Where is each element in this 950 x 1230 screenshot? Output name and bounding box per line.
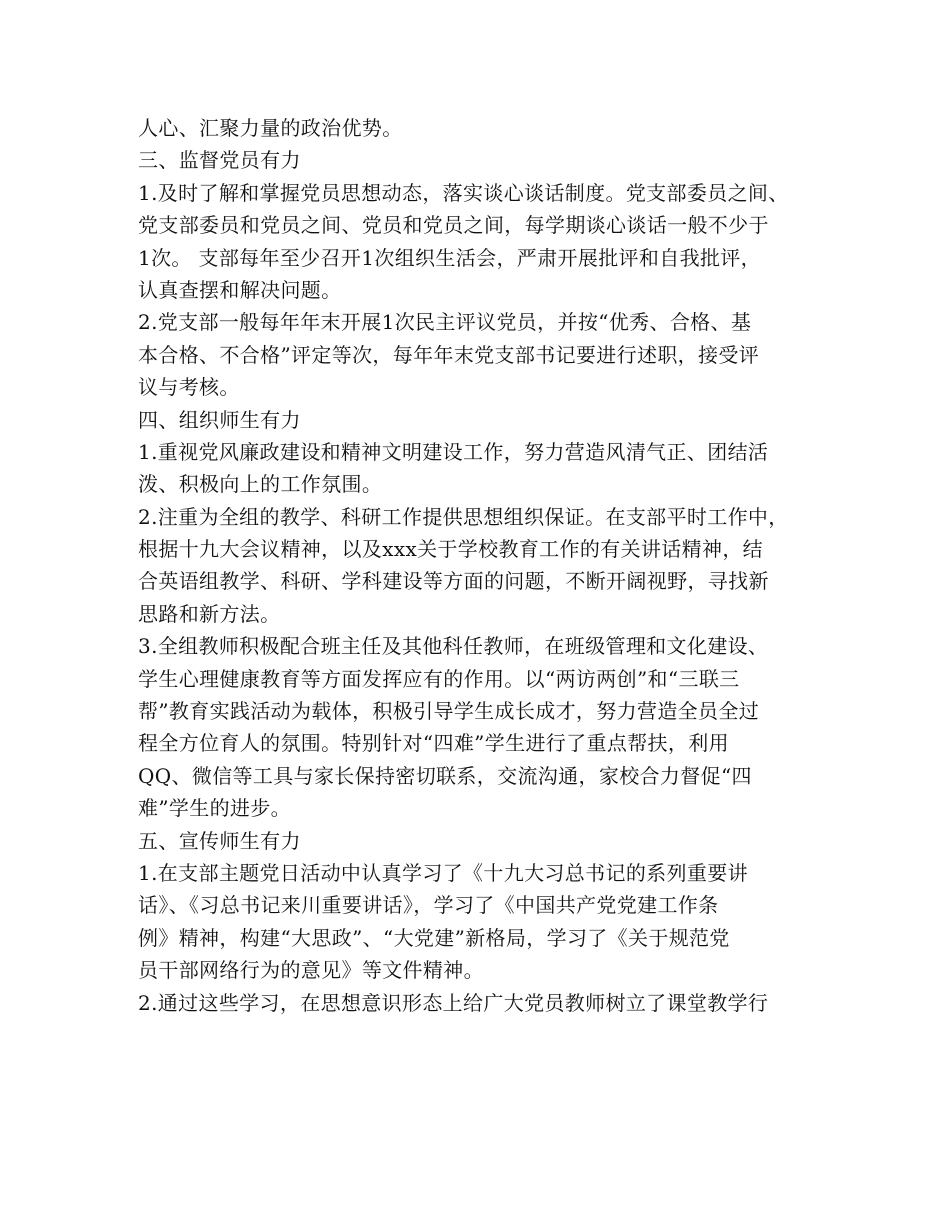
- text-line: 1.重视党风廉政建设和精神文明建设工作，努力营造风清气正、团结活: [138, 439, 769, 464]
- section-heading: 三、监督党员有力: [138, 148, 301, 173]
- text-line: 2.注重为全组的教学、科研工作提供思想组织保证。在支部平时工作中，: [138, 504, 789, 529]
- text-line: 3.全组教师积极配合班主任及其他科任教师，在班级管理和文化建设、: [138, 634, 769, 659]
- text-line: 议与考核。: [138, 375, 240, 400]
- text-line: QQ、微信等工具与家长保持密切联系，交流沟通，家校合力督促“四: [138, 763, 752, 788]
- text-line: 党支部委员和党员之间、党员和党员之间，每学期谈心谈话一般不少于: [138, 213, 769, 238]
- text-line: 程全方位育人的氛围。特别针对“四难”学生进行了重点帮扶，利用: [138, 731, 729, 756]
- text-line: 话》、《习总书记来川重要讲话》，学习了《中国共产党党建工作条: [138, 893, 719, 918]
- text-line: 1.及时了解和掌握党员思想动态，落实谈心谈话制度。党支部委员之间、: [138, 180, 789, 205]
- text-line: 泼、积极向上的工作氛围。: [138, 472, 383, 497]
- text-line: 合英语组教学、科研、学科建设等方面的问题，不断开阔视野，寻找新: [138, 569, 769, 594]
- text-line: 根据十九大会议精神，以及xxx关于学校教育工作的有关讲话精神，结: [138, 537, 764, 562]
- text-line: 思路和新方法。: [138, 601, 281, 626]
- text-line: 1.在支部主题党日活动中认真学习了《十九大习总书记的系列重要讲: [138, 860, 748, 885]
- text-line: 员干部网络行为的意见》等文件精神。: [138, 958, 484, 983]
- text-line: 2.通过这些学习，在思想意识形态上给广大党员教师树立了课堂教学行: [138, 990, 769, 1015]
- section-heading: 四、组织师生有力: [138, 407, 301, 432]
- text-line: 1次。 支部每年至少召开1次组织生活会，严肃开展批评和自我批评，: [138, 245, 762, 270]
- text-line: 2.党支部一般每年年末开展1次民主评议党员，并按“优秀、合格、基: [138, 310, 752, 335]
- text-line: 人心、汇聚力量的政治优势。: [138, 116, 403, 140]
- text-line: 学生心理健康教育等方面发挥应有的作用。以“两访两创”和“三联三: [138, 666, 740, 691]
- text-line: 例》精神，构建“大思政”、“大党建”新格局，学习了《关于规范党: [138, 925, 730, 950]
- text-line: 认真查摆和解决问题。: [138, 277, 342, 302]
- text-line: 帮”教育实践活动为载体，积极引导学生成长成才，努力营造全员全过: [138, 699, 760, 724]
- text-line: 难”学生的进步。: [138, 796, 292, 821]
- text-line: 本合格、不合格”评定等次，每年年末党支部书记要进行述职，接受评: [138, 342, 760, 367]
- document-body: [138, 112, 828, 1019]
- section-heading: 五、宣传师生有力: [138, 828, 301, 853]
